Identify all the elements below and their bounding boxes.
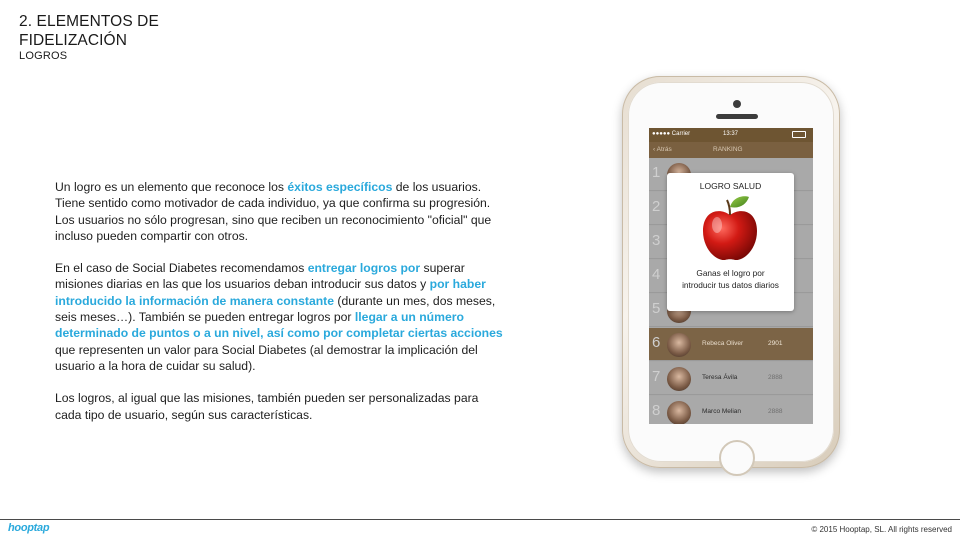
rank-number: 5	[652, 300, 661, 317]
rank-number: 6	[652, 334, 661, 351]
page-subtitle: LOGROS	[19, 50, 68, 62]
back-button[interactable]: ‹ Atrás	[653, 146, 672, 153]
popup-title: LOGRO SALUD	[699, 181, 762, 191]
camera-icon	[733, 100, 741, 108]
rank-number: 4	[652, 266, 661, 283]
rank-number: 8	[652, 402, 661, 419]
hooptap-logo: hooptap	[8, 522, 50, 534]
rank-number: 2	[652, 198, 661, 215]
paragraph-3	[55, 390, 507, 423]
rank-score: 2901	[768, 340, 783, 347]
page-title: 2. ELEMENTOS DE FIDELIZACIÓN	[19, 13, 159, 49]
battery-icon	[792, 131, 806, 138]
rank-score: 2888	[768, 374, 783, 381]
body-segment: Los logros, al igual que las misiones, también pueden ser personalizadas para cada tipo de usuario, según sus características.	[55, 391, 479, 422]
body-segment: superar misiones diarias en las que los usuarios deban introducir sus datos y	[55, 261, 465, 292]
achievement-popup	[667, 173, 794, 311]
nav-title: RANKING	[713, 146, 743, 153]
avatar	[667, 401, 691, 424]
footer-divider	[0, 519, 960, 520]
highlight-text: por haber introducido la información de manera constante	[55, 277, 486, 308]
apple-icon	[699, 193, 761, 263]
rank-number: 1	[652, 164, 661, 181]
rank-name: Teresa Ávila	[702, 374, 738, 381]
rank-score: 2888	[768, 408, 783, 415]
ranking-row[interactable]	[649, 328, 813, 361]
home-button	[719, 440, 755, 476]
copyright: © 2015 Hooptap, SL. All rights reserved	[811, 525, 952, 534]
body-text	[55, 179, 507, 439]
rank-name: Marco Melian	[702, 408, 742, 415]
avatar	[667, 333, 691, 357]
rank-name: Rebeca Oliver	[702, 340, 744, 347]
body-segment: de los usuarios. Tiene sentido como motivador de cada individuo, ya que confirma su progresión. Los usuarios no sólo progresan, sino que reciben un reconocimiento "oficial" que incluso pueden compartir con otros.	[55, 180, 492, 243]
status-time: 13:37	[723, 131, 739, 137]
speaker-grill	[716, 114, 758, 119]
highlight-text: llegar a un número determinado de puntos o a un nivel, así como por completar ciertas acciones	[55, 310, 503, 341]
avatar	[667, 367, 691, 391]
status-bar	[649, 128, 813, 142]
highlight-text: entregar logros por	[307, 261, 421, 276]
popup-description: Ganas el logro por introducir tus datos diarios	[682, 268, 779, 290]
rank-number: 3	[652, 232, 661, 249]
body-segment: (durante un mes, dos meses, seis meses…). También se pueden entregar logros por	[55, 293, 496, 325]
paragraph-1	[55, 179, 507, 244]
status-carrier: ●●●●● Carrier	[652, 131, 691, 137]
paragraph-2	[55, 260, 507, 374]
ranking-row[interactable]	[649, 362, 813, 395]
nav-bar	[649, 142, 813, 158]
body-segment: Un logro es un elemento que reconoce los	[55, 180, 288, 194]
highlight-text: éxitos específicos	[287, 180, 393, 194]
rank-number: 7	[652, 368, 661, 385]
ranking-row[interactable]	[649, 396, 813, 424]
body-segment: que representen un valor para Social Diabetes (al demostrar la implicación del usuario a la hora de cuidar su salud).	[55, 342, 478, 373]
body-segment: En el caso de Social Diabetes recomendamos	[55, 261, 308, 276]
